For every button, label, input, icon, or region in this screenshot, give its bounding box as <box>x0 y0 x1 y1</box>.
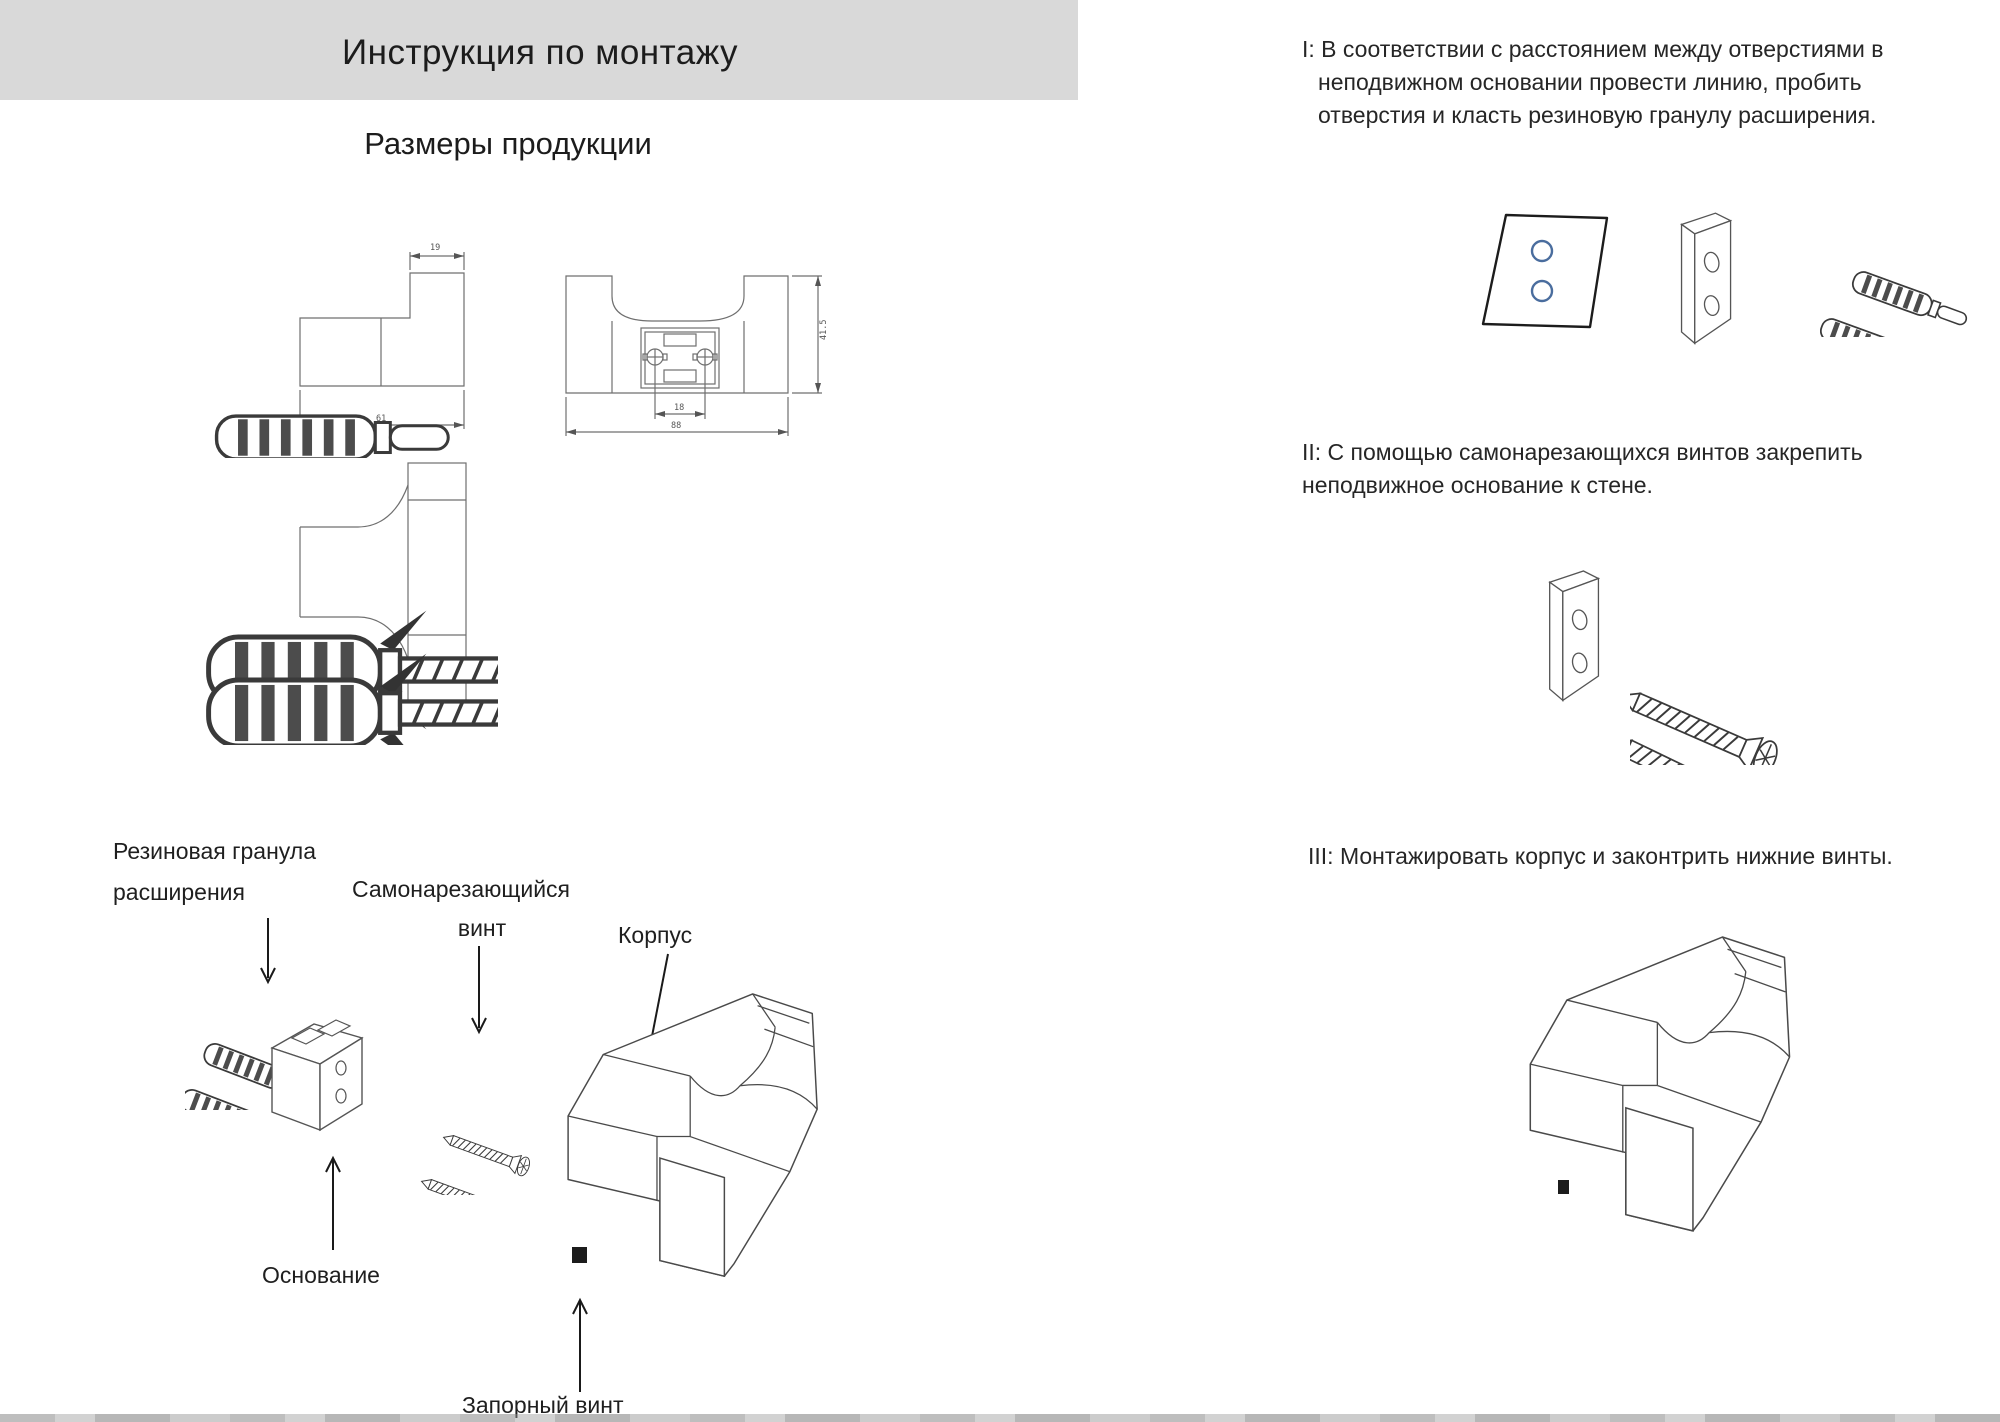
lock-screw-icon <box>572 1247 587 1263</box>
page-title: Инструкция по монтажу <box>341 33 739 72</box>
step2-line1: II: С помощью самонарезающихся винтов закрепить <box>1302 439 1863 465</box>
label-lock-screw: Запорный винт <box>462 1392 624 1418</box>
up-arrow <box>568 1286 592 1396</box>
front-view-drawing <box>556 256 856 456</box>
base-block-icon <box>1550 571 1599 700</box>
screw-icon <box>440 1128 532 1177</box>
label-base: Основание <box>262 1262 380 1288</box>
step2-instruction <box>1302 436 1863 502</box>
hook-body-icon <box>568 994 817 1276</box>
base-block-icon <box>272 1020 362 1130</box>
base-block-icon <box>1682 213 1731 343</box>
step1-anchors-drawing <box>1820 222 1990 337</box>
step2-screws-drawing <box>1630 595 1830 765</box>
down-arrow <box>467 944 491 1040</box>
wall-anchor-icon <box>1820 316 1938 337</box>
lock-screw-icon <box>1558 1180 1569 1194</box>
dimension-label: 41.5 <box>819 319 829 340</box>
step2-line2: неподвижное основание к стене. <box>1302 472 1653 498</box>
step3-line1: III: Монтажировать корпус и законтрить нижние винты. <box>1308 843 1893 869</box>
label-expansion-anchor-line1: Резиновая гранула <box>113 838 316 864</box>
wall-anchor-icon <box>1850 269 1970 331</box>
bottom-edge-artifact <box>0 1414 2000 1422</box>
hook-body-icon <box>1530 937 1789 1231</box>
hook-body-drawing <box>566 992 830 1285</box>
label-body: Корпус <box>618 922 693 948</box>
up-arrow <box>321 1146 345 1256</box>
screws-drawing <box>420 1050 580 1195</box>
down-arrow <box>256 916 280 990</box>
label-selftapping-screw-line1: Самонарезающийся <box>352 876 570 902</box>
label-selftapping-screw-line2: винт <box>457 915 507 941</box>
dimension-label: 19 <box>430 243 441 253</box>
step1-line3: отверстия и класть резиновую гранулу расширения. <box>1318 102 1877 128</box>
step1-wall-plate-drawing <box>1468 200 1618 335</box>
step1-line1: I: В соответствии с расстоянием между отверстиями в <box>1302 36 1884 62</box>
step1-instruction <box>1302 33 1883 132</box>
dimension-label: 88 <box>671 421 682 431</box>
screw-icon <box>420 1172 510 1195</box>
section-title-dimensions: Размеры продукции <box>364 126 652 161</box>
label-expansion-anchor-line2: расширения <box>113 879 245 905</box>
top-view-drawing <box>168 455 498 745</box>
dimension-label: 61 <box>376 414 387 424</box>
side-view-drawing <box>168 208 498 458</box>
step1-line2: неподвижном основании провести линию, пробить <box>1318 69 1862 95</box>
step3-instruction <box>1308 840 1893 873</box>
base-drawing <box>262 1008 407 1138</box>
step1-base-drawing <box>1674 196 1740 351</box>
wall-anchor-icon <box>217 416 449 458</box>
step2-base-drawing <box>1540 556 1610 706</box>
dimension-label: 18 <box>674 403 685 413</box>
step3-body-drawing <box>1528 935 1803 1240</box>
